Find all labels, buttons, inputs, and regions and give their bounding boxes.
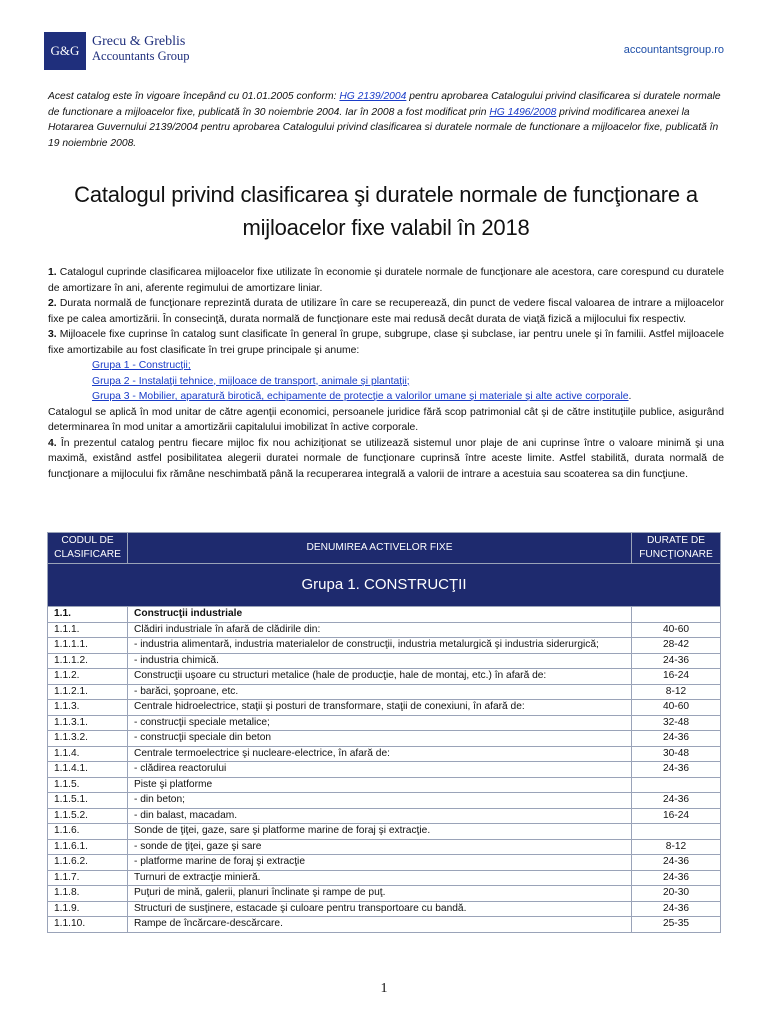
row-duration: 16-24 [632,669,721,685]
row-duration: 40-60 [632,700,721,716]
intro-text-3: privind modificarea anexei la Hotararea Guvernului 2139/2004 pentru aprobarea Catalogului privind clasificarea si duratele normale de functionare a mijloacelor fixe, publicată în 19 noiembrie 2008. [48,106,719,149]
row-duration: 24-36 [632,793,721,809]
row-duration: 24-36 [632,870,721,886]
row-duration: 30-48 [632,746,721,762]
group-3-suffix: . [628,391,632,402]
row-duration: 28-42 [632,638,721,654]
table-row [48,839,721,855]
header-name: DENUMIREA ACTIVELOR FIXE [128,533,632,564]
row-code: 1.1.4.1. [48,762,128,778]
row-code: 1.1.7. [48,870,128,886]
group-title: Grupa 1. CONSTRUCŢII [48,564,721,607]
paragraph-3 [48,327,724,358]
row-name: Structuri de susţinere, estacade şi culoare pentru transportoare cu bandă. [128,901,632,917]
row-duration: 24-36 [632,855,721,871]
row-duration: 8-12 [632,684,721,700]
row-duration: 24-36 [632,901,721,917]
row-name: - industria chimică. [128,653,632,669]
row-name: - sonde de ţiţei, gaze şi sare [128,839,632,855]
paragraph-3b [48,405,724,436]
paragraph-text: Catalogul se aplică în mod unitar de către agenţii economici, persoanele juridice fără scop patrimonial cât şi de către instituţiile publice, asigurând determinarea în mod unitar a amortizării capitalului imobilizat în active corporale. [48,406,724,433]
table-row [48,917,721,933]
table-row [48,901,721,917]
body-text [48,265,724,482]
table-row [48,684,721,700]
paragraph-text: În prezentul catalog pentru fiecare mijloc fix nou achiziţionat se utilizează sistemul unor plaje de ani cuprinse între o valoare minimă şi una maximă, existând astfel posibilitatea alegerii duratei normale de funcţionare cuprinsă între aceste limite. Astfel stabilită, durata normală de funcţionare a mijlocului fix rămâne neschimbată până la recuperarea integrală a valorii de intrare a acestuia sau scoaterea sa din funcţiune. [48,437,724,480]
group-2-item [48,374,724,390]
table-row [48,700,721,716]
row-code: 1.1.6.2. [48,855,128,871]
row-code: 1.1.6. [48,824,128,840]
row-code: 1.1.8. [48,886,128,902]
hg-1496-link[interactable]: HG 1496/2008 [489,106,557,118]
row-name: Centrale termoelectrice şi nucleare-electrice, în afară de: [128,746,632,762]
row-name: Sonde de ţiţei, gaze, sare şi platforme marine de foraj şi extracţie. [128,824,632,840]
row-name: - clădirea reactorului [128,762,632,778]
company-name: Grecu & Greblis [92,34,186,49]
group-3-item [48,389,724,405]
row-name: - din balast, macadam. [128,808,632,824]
table-row [48,886,721,902]
row-duration: 32-48 [632,715,721,731]
paragraph-1 [48,265,724,296]
paragraph-number: 3. [48,329,57,340]
paragraph-text: Durata normală de funcţionare reprezintă durata de utilizare în care se recuperează, din punct de vedere fiscal valoarea de intrare a mijloacelor fixe pe calea amortizării. În consecinţă, durata normală de funcţionare este mai redusă decât durata de viaţă fizică a mijlocului fix respectiv. [48,298,724,325]
page-header [44,32,724,72]
row-duration: 24-36 [632,731,721,747]
group-1-link[interactable]: Grupa 1 - Construcţii; [92,360,191,371]
table-row [48,808,721,824]
row-name: Puţuri de mină, galerii, planuri înclinate şi rampe de puţ. [128,886,632,902]
catalog-table [47,532,721,933]
table-row [48,793,721,809]
row-code: 1.1.3. [48,700,128,716]
paragraph-number: 2. [48,298,57,309]
table-row [48,638,721,654]
row-duration [632,777,721,793]
row-name: Construcţii uşoare cu structuri metalice (hale de producţie, hale de montaj, etc.) în afară de: [128,669,632,685]
row-duration: 24-36 [632,762,721,778]
company-subtitle: Accountants Group [92,49,190,63]
hg-2139-link[interactable]: HG 2139/2004 [339,91,407,102]
table-row [48,870,721,886]
intro-paragraph [48,89,724,151]
table-row [48,715,721,731]
row-code: 1.1.2.1. [48,684,128,700]
row-duration [632,607,721,623]
header-duration: DURATE DE FUNCŢIONARE [632,533,721,564]
paragraph-text: Catalogul cuprinde clasificarea mijloacelor fixe utilizate în economie şi duratele normale de funcţionare ale acestora, care corespund cu duratele de amortizare în ani, aferente regimului de amortizare liniar. [48,267,724,294]
group-2-link[interactable]: Grupa 2 - Instalaţii tehnice, mijloace de transport, animale şi plantaţii; [92,375,410,387]
row-code: 1.1.2. [48,669,128,685]
table-row [48,777,721,793]
row-duration: 25-35 [632,917,721,933]
row-code: 1.1. [48,607,128,623]
row-name: Construcţii industriale [128,607,632,623]
company-logo-mark: G&G [44,32,86,70]
intro-text-2: pentru aprobarea Catalogului privind clasificarea si duratele normale de functionare a mijloacelor fixe, publicată în 30 noiembrie 2004. Iar în 2008 a fost modificat prin [48,91,721,118]
table-row [48,762,721,778]
intro-text-1: Acest catalog este în vigoare începând cu 01.01.2005 conform: [48,91,340,102]
paragraph-number: 4. [48,437,57,449]
table-row [48,731,721,747]
paragraph-text: Mijloacele fixe cuprinse în catalog sunt clasificate în general în grupe, subgrupe, clase şi subclase, iar pentru unele şi în familii. Astfel mijloacele fixe amortizabile au fost clasificate în trei grupe principale şi anume: [48,329,724,356]
group-1-item [48,358,724,374]
row-duration: 20-30 [632,886,721,902]
row-code: 1.1.3.1. [48,715,128,731]
row-code: 1.1.1.2. [48,653,128,669]
company-logo-text [92,35,190,63]
website-link[interactable]: accountantsgroup.ro [623,44,724,56]
group-3-link[interactable]: Grupa 3 - Mobilier, aparatură birotică, echipamente de protecţie a valorilor umane şi materiale şi alte active corporale [92,391,629,402]
group-title-row [48,564,721,607]
table-row [48,669,721,685]
paragraph-4 [48,436,724,483]
table-row [48,622,721,638]
row-code: 1.1.3.2. [48,731,128,747]
page-number: 1 [380,981,388,996]
row-name: - industria alimentară, industria materialelor de construcţii, industria metalurgică şi industria siderurgică; [128,638,632,654]
row-name: - platforme marine de foraj şi extracţie [128,855,632,871]
row-name: Turnuri de extracţie minieră. [128,870,632,886]
row-name: Piste şi platforme [128,777,632,793]
row-code: 1.1.5.2. [48,808,128,824]
table-row [48,824,721,840]
row-code: 1.1.4. [48,746,128,762]
table-row [48,607,721,623]
row-code: 1.1.9. [48,901,128,917]
row-code: 1.1.5.1. [48,793,128,809]
table-row [48,855,721,871]
row-duration [632,824,721,840]
row-code: 1.1.10. [48,917,128,933]
table-header-row [48,533,721,564]
table-row [48,653,721,669]
row-name: - construcţii speciale din beton [128,731,632,747]
row-name: - din beton; [128,793,632,809]
header-code: CODUL DE CLASIFICARE [48,533,128,564]
document-title: Catalogul privind clasificarea şi duratele normale de funcţionare a mijloacelor fixe valabil în 2018 [74,182,698,240]
row-name: Centrale hidroelectrice, staţii şi posturi de transformare, staţii de conexiuni, în afară de: [128,700,632,716]
row-name: Rampe de încărcare-descărcare. [128,917,632,933]
paragraph-number: 1. [48,267,57,278]
row-name: - construcţii speciale metalice; [128,715,632,731]
row-duration: 8-12 [632,839,721,855]
row-name: - barăci, şoproane, etc. [128,684,632,700]
row-code: 1.1.1. [48,622,128,638]
row-name: Clădiri industriale în afară de clădirile din: [128,622,632,638]
row-code: 1.1.5. [48,777,128,793]
row-duration: 40-60 [632,622,721,638]
table-row [48,746,721,762]
row-code: 1.1.1.1. [48,638,128,654]
paragraph-2 [48,296,724,327]
row-code: 1.1.6.1. [48,839,128,855]
row-duration: 24-36 [632,653,721,669]
row-duration: 16-24 [632,808,721,824]
